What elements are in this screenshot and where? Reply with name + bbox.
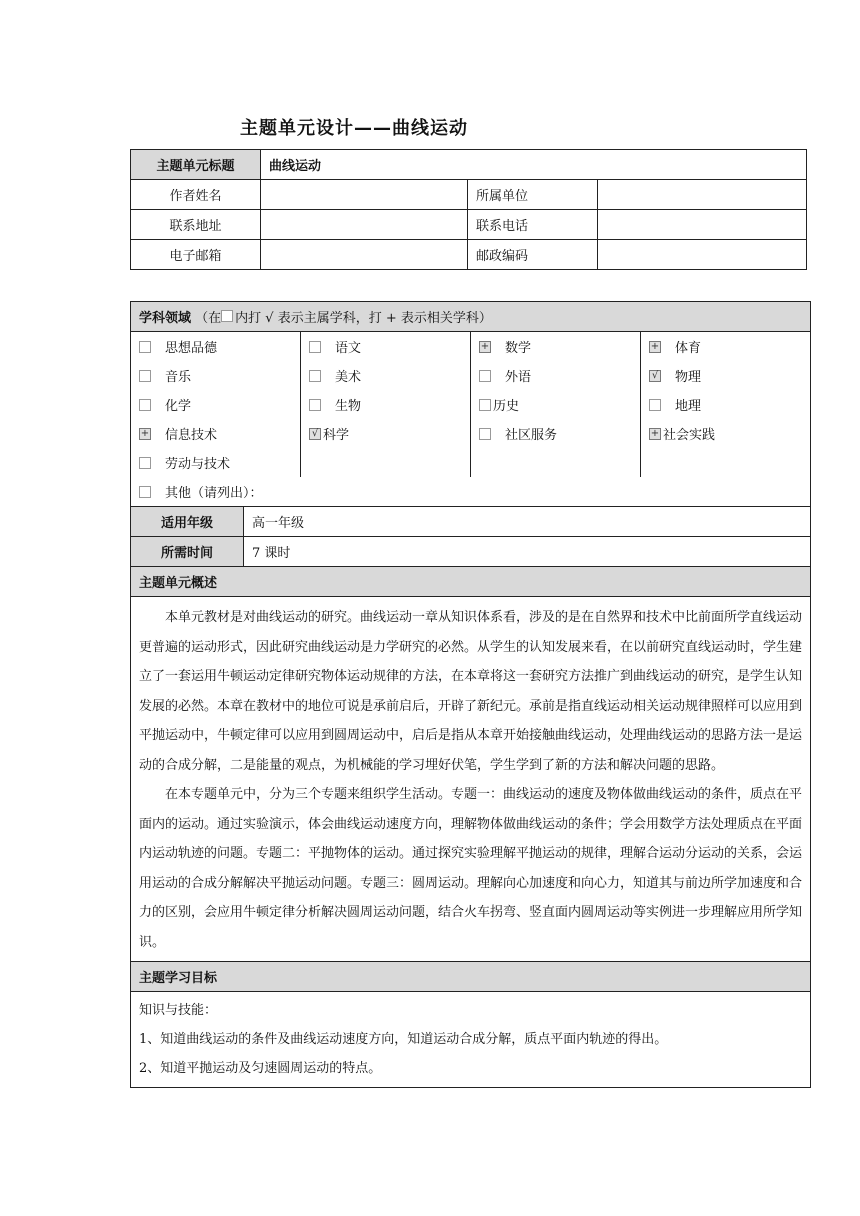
subject-label: 化学 xyxy=(165,399,192,414)
overview-body xyxy=(131,597,811,962)
subject-label: 社会实践 xyxy=(663,428,716,443)
subject-item[interactable] xyxy=(131,448,300,477)
subject-item[interactable] xyxy=(641,332,810,361)
subjects-header-note-pre: （在 xyxy=(195,311,222,326)
checkbox-icon[interactable] xyxy=(479,370,491,382)
checkbox-icon[interactable] xyxy=(309,341,321,353)
unit-title-label: 主题单元标题 xyxy=(131,150,261,180)
grade-label: 适用年级 xyxy=(131,507,244,537)
subject-item[interactable] xyxy=(301,419,470,448)
goals-body xyxy=(131,992,811,1088)
subject-item[interactable] xyxy=(471,332,640,361)
subject-grid xyxy=(131,332,810,477)
page-title: 主题单元设计——曲线运动 xyxy=(240,118,468,139)
hours-value: 7 课时 xyxy=(244,537,811,567)
subject-label: 外语 xyxy=(505,370,532,385)
unit-detail-table xyxy=(130,301,811,1088)
goal-line: 知识与技能： xyxy=(139,1003,218,1018)
checkbox-plus-icon[interactable]: + xyxy=(650,427,660,439)
subject-item[interactable] xyxy=(131,332,300,361)
subjects-header xyxy=(131,302,811,332)
subject-item[interactable] xyxy=(301,390,470,419)
other-subjects-row[interactable] xyxy=(131,477,810,506)
subject-label: 物理 xyxy=(675,370,702,385)
postcode-field[interactable] xyxy=(598,240,807,270)
subject-item[interactable] xyxy=(641,390,810,419)
org-field[interactable] xyxy=(598,180,807,210)
subject-item[interactable] xyxy=(471,419,640,448)
checkbox-icon[interactable] xyxy=(139,341,151,353)
subject-label: 体育 xyxy=(675,341,702,356)
goal-line: 2、知道平抛运动及匀速圆周运动的特点。 xyxy=(139,1061,382,1076)
subjects-cell xyxy=(131,332,811,507)
subject-column xyxy=(641,332,810,477)
subject-label: 科学 xyxy=(323,428,350,443)
email-label: 电子邮箱 xyxy=(131,240,261,270)
checkbox-checked-icon[interactable]: √ xyxy=(649,370,661,382)
phone-label: 联系电话 xyxy=(468,210,598,240)
checkbox-icon[interactable] xyxy=(139,457,151,469)
checkbox-icon[interactable] xyxy=(649,399,661,411)
subjects-header-note-post: 内打 √ 表示主属学科，打 + 表示相关学科） xyxy=(235,311,492,326)
checkbox-icon[interactable] xyxy=(309,399,321,411)
checkbox-plus-icon[interactable]: + xyxy=(650,340,660,352)
subject-item[interactable] xyxy=(641,419,810,448)
postcode-label: 邮政编码 xyxy=(468,240,598,270)
address-label: 联系地址 xyxy=(131,210,261,240)
checkbox-icon[interactable] xyxy=(139,370,151,382)
checkbox-icon[interactable] xyxy=(139,399,151,411)
subject-label: 生物 xyxy=(335,399,362,414)
subject-column xyxy=(301,332,471,477)
subject-label: 历史 xyxy=(493,399,520,414)
unit-title-value: 曲线运动 xyxy=(261,150,807,180)
subject-item[interactable] xyxy=(131,361,300,390)
overview-header: 主题单元概述 xyxy=(131,567,811,597)
overview-paragraph-2: 在本专题单元中，分为三个专题来组织学生活动。专题一：曲线运动的速度及物体做曲线运动的条件，质点在平面内的运动。通过实验演示，体会曲线运动速度方向，理解物体做曲线运动的条件；学会用数学方法处理质点在平面内运动轨迹的问题。专题二：平抛物体的运动。通过探究实验理解平抛运动的规律，理解合运动分运动的关系，会运用运动的合成分解解决平抛运动问题。专题三：圆周运动。理解向心加速度和向心力，知道其与前边所学加速度和合力的区别，会应用牛顿定律分析解决圆周运动问题，结合火车拐弯、竖直面内圆周运动等实例进一步理解应用所学知识。 xyxy=(139,787,803,950)
subject-label: 美术 xyxy=(335,370,362,385)
overview-paragraph-1: 本单元教材是对曲线运动的研究。曲线运动一章从知识体系看，涉及的是在自然界和技术中比前面所学直线运动更普遍的运动形式，因此研究曲线运动是力学研究的必然。从学生的认知发展来看，在以前研究直线运动时，学生建立了一套运用牛顿运动定律研究物体运动规律的方法，在本章将这一套研究方法推广到曲线运动的研究，是学生认知发展的必然。本章在教材中的地位可说是承前启后，开辟了新纪元。承前是指直线运动相关运动规律照样可以应用到平抛运动中，牛顿定律可以应用到圆周运动中，启后是指从本章开始接触曲线运动，处理曲线运动的思路方法一是运动的合成分解，二是能量的观点，为机械能的学习埋好伏笔，学生学到了新的方法和解决问题的思路。 xyxy=(139,610,803,773)
subject-column xyxy=(471,332,641,477)
subject-item[interactable] xyxy=(471,361,640,390)
checkbox-icon[interactable] xyxy=(309,370,321,382)
address-field[interactable] xyxy=(261,210,468,240)
subject-item[interactable] xyxy=(641,361,810,390)
subject-label: 语文 xyxy=(335,341,362,356)
subject-item[interactable] xyxy=(301,332,470,361)
checkbox-checked-icon[interactable]: √ xyxy=(309,428,321,440)
goals-header: 主题学习目标 xyxy=(131,962,811,992)
checkbox-icon xyxy=(221,310,233,322)
author-field[interactable] xyxy=(261,180,468,210)
checkbox-plus-icon[interactable]: + xyxy=(140,427,150,439)
info-table xyxy=(130,149,807,270)
org-label: 所属单位 xyxy=(468,180,598,210)
checkbox-plus-icon[interactable]: + xyxy=(480,340,490,352)
subject-label: 音乐 xyxy=(165,370,192,385)
hours-label: 所需时间 xyxy=(131,537,244,567)
subject-label: 信息技术 xyxy=(165,428,218,443)
grade-value: 高一年级 xyxy=(244,507,811,537)
checkbox-icon[interactable] xyxy=(479,428,491,440)
subject-label: 社区服务 xyxy=(505,428,558,443)
other-subjects-label: 其他（请列出）： xyxy=(165,486,263,501)
subject-label: 地理 xyxy=(675,399,702,414)
subject-item[interactable] xyxy=(301,361,470,390)
author-label: 作者姓名 xyxy=(131,180,261,210)
subjects-header-label: 学科领域 xyxy=(139,311,192,326)
checkbox-icon[interactable] xyxy=(479,399,491,411)
phone-field[interactable] xyxy=(598,210,807,240)
subject-label: 思想品德 xyxy=(165,341,218,356)
subject-column xyxy=(131,332,301,477)
goal-line: 1、知道曲线运动的条件及曲线运动速度方向，知道运动合成分解，质点平面内轨迹的得出。 xyxy=(139,1032,668,1047)
subject-label: 数学 xyxy=(505,341,532,356)
subject-label: 劳动与技术 xyxy=(165,457,231,472)
subject-item[interactable] xyxy=(471,390,640,419)
checkbox-icon[interactable] xyxy=(139,486,151,498)
subject-item[interactable] xyxy=(131,390,300,419)
email-field[interactable] xyxy=(261,240,468,270)
subject-item[interactable] xyxy=(131,419,300,448)
